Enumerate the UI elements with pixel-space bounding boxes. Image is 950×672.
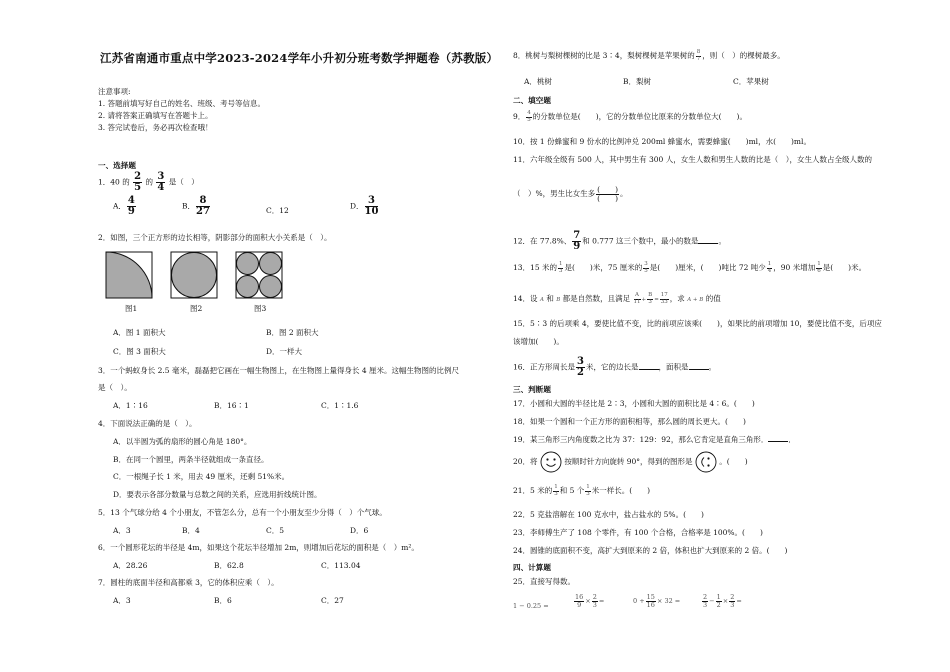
note-item: 3. 答完试卷后，务必再次检查哦！ — [98, 123, 213, 132]
expression: 0 + $\frac{15}{16}$ × 32 = — [633, 593, 681, 609]
note-item: 1. 答题前填写好自己的姓名、班级、考号等信息。 — [98, 99, 266, 108]
option-b[interactable]: B．在同一个圆里，两条半径就组成一条直径。 — [113, 455, 269, 464]
answer-blank[interactable] — [689, 369, 709, 370]
fig1-label: 图1 — [125, 304, 138, 313]
smiley-face-icon — [540, 451, 562, 473]
option-c[interactable]: C．一根绳子长 1 米，用去 49 厘米，还剩 51%米。 — [113, 472, 290, 481]
question-25: 25．直接写得数。 — [513, 577, 576, 586]
question-12: 12．在 77.8%、 $\frac{7}{9}$ 和 0.777 这三个数中，最小的数是 。 — [513, 230, 726, 252]
fig3-label: 图3 — [254, 304, 267, 313]
option-d[interactable]: D． $\frac{3}{10}$ — [350, 195, 379, 217]
section-heading: 四、计算题 — [513, 563, 551, 572]
option-c[interactable]: C．图 3 面积大 — [113, 347, 166, 356]
expression: $\frac{2}{3}$ − $\frac{1}{2}$ × $\frac{2}{3}$ = — [703, 593, 742, 609]
section-heading: 三、判断题 — [513, 385, 551, 394]
q2-figures — [105, 251, 283, 301]
question-22: 22．5 克盐溶解在 100 克水中，盐占盐水的 5%。( ) — [513, 510, 704, 519]
option-d[interactable]: D．要表示各部分数量与总数之间的关系，应选用折线统计图。 — [113, 490, 322, 499]
question-10: 10．按 1 份蜂蜜和 9 份水的比例冲兑 200ml 蜂蜜水，需要蜂蜜( )ml，水( )ml。 — [513, 137, 811, 146]
question-3: 3．一个蚂蚁身长 2.5 毫米，磊磊把它画在一幅生物图上，在生物图上量得身长 4 厘米。这幅生物图的比例尺 — [98, 366, 460, 375]
option-b[interactable]: B．16∶1 — [214, 401, 249, 410]
option-c[interactable]: C．113.04 — [321, 561, 361, 570]
question-15: 15．5∶3 的后项乘 4，要使比值不变，比的前项应该乘( )，如果比的前项增加 10，要使比值不变，后项应 — [513, 319, 882, 328]
answer-blank[interactable] — [639, 369, 659, 370]
question-6: 6．一个圆形花坛的半径是 4m，如果这个花坛半径增加 2m，则增加后花坛的面积是（ ）m²。 — [98, 543, 419, 552]
section-heading: 一、选择题 — [98, 161, 136, 170]
option-c[interactable]: C．1∶1.6 — [321, 401, 359, 410]
question-1: 1．40 的 $\frac{2}{5}$ 的 $\frac{3}{4}$ 是（ ） — [98, 171, 199, 193]
rotated-smiley-icon — [695, 451, 717, 473]
notes-heading: 注意事项: — [98, 87, 131, 96]
question-4: 4．下面说法正确的是（ ）。 — [98, 419, 197, 428]
section-heading: 二、填空题 — [513, 96, 551, 105]
option-c[interactable]: C．27 — [321, 596, 344, 605]
option-a[interactable]: A．3 — [113, 526, 131, 535]
question-13: 13．15 米的 $\frac{1}{3}$ 是( )米，75 厘米的 $\frac{3}{5}$ 是( )厘米，( )吨比 72 吨少 $\frac{1}{4}$ ，90 米增加 $\frac{1}{6}$ 是( )米。 — [513, 261, 867, 274]
question-18: 18．如果一个圆和一个正方形的面积相等，那么圆的周长更大。( ) — [513, 417, 746, 426]
question-7: 7．圆柱的底面半径和高都乘 3，它的体积应乘（ ）。 — [98, 578, 279, 587]
question-9: 9． $\frac{4}{5}$ 的分数单位是( )，它的分数单位比原来的分数单位大( )。 — [513, 110, 747, 123]
question-24: 24．圆锥的底面积不变，高扩大到原来的 2 倍，体积也扩大到原来的 2 倍。( ) — [513, 546, 788, 555]
question-14: 14．设 A 和 B 都是自然数，且满足 $\frac{A}{11}$ + $\frac{B}{3}$ = $\frac{17}{33}$ ，求 A + B 的值 — [513, 292, 721, 305]
option-a[interactable]: A．3 — [113, 596, 131, 605]
question-17: 17．小圆和大圆的半径比是 2∶3，小圆和大圆的面积比是 4∶6。( ) — [513, 399, 755, 408]
question-3-cont: 是（ ）。 — [98, 383, 132, 392]
question-21: 21．5 米的 $\frac{1}{3}$ 和 5 个 $\frac{1}{3}$ 米一样长。( ) — [513, 484, 651, 497]
page-title: 江苏省南通市重点中学2023-2024学年小升初分班考数学押题卷（苏教版） — [100, 51, 499, 65]
note-item: 2. 请将答案正确填写在答题卡上。 — [98, 111, 213, 120]
answer-blank[interactable] — [698, 243, 718, 244]
option-c[interactable]: C．苹果树 — [733, 77, 769, 86]
option-a[interactable]: A．以半圆为弧的扇形的圆心角是 180°。 — [113, 437, 252, 446]
question-8: 8．桃树与梨树棵树的比是 3∶4，梨树棵树是苹果树的 $\frac{8}{7}$ ，则（ ）的棵树最多。 — [513, 49, 785, 62]
option-a[interactable]: A．图 1 面积大 — [113, 328, 166, 337]
option-b[interactable]: B．梨树 — [623, 77, 652, 86]
option-b[interactable]: B．4 — [182, 526, 200, 535]
option-b[interactable]: B．6 — [214, 596, 232, 605]
option-a[interactable]: A． $\frac{4}{9}$ — [113, 195, 135, 217]
question-23: 23．李师傅生产了 108 个零件，有 100 个合格，合格率是 100%。( ) — [513, 528, 763, 537]
option-a[interactable]: A．28.26 — [113, 561, 148, 570]
expression: 1 − 0.25 = — [513, 602, 549, 610]
question-20: 20．将 按顺时针方向旋转 90°，得到的图形是 。( ) — [513, 451, 748, 473]
option-d[interactable]: D．一样大 — [266, 347, 303, 356]
fig2-label: 图2 — [190, 304, 203, 313]
question-19: 19．某三角形三内角度数之比为 37：129：92，那么它肯定是直角三角形． ． — [513, 435, 796, 444]
expression: $\frac{16}{9}$ × $\frac{2}{3}$ = — [575, 593, 605, 609]
fig3-circle — [260, 253, 282, 275]
question-2: 2．如图，三个正方形的边长相等，阴影部分的面积大小关系是（ ）。 — [98, 233, 332, 242]
question-16: 16．正方形周长是 $\frac{3}{2}$ 米，它的边长是 ，面积是 。 — [513, 356, 717, 378]
fig2-circle — [172, 253, 217, 298]
fig3-circle — [237, 276, 259, 298]
option-d[interactable]: D．6 — [350, 526, 369, 535]
option-c[interactable]: C．12 — [266, 206, 289, 215]
question-11: 11．六年级全级有 500 人，其中男生有 300 人，女生人数和男生人数的比是（ ），女生人数占全级人数的 — [513, 155, 872, 164]
option-b[interactable]: B．图 2 面积大 — [266, 328, 319, 337]
fig3-circle — [260, 276, 282, 298]
answer-blank[interactable] — [768, 441, 788, 442]
option-c[interactable]: C．5 — [266, 526, 285, 535]
fig3-circle — [237, 253, 259, 275]
option-b[interactable]: B． $\frac{8}{27}$ — [182, 195, 210, 217]
question-5: 5．13 个气球分给 4 个小朋友，不管怎么分，总有一个小朋友至少分得（ ）个气球。 — [98, 508, 387, 517]
option-a[interactable]: A．桃树 — [524, 77, 552, 86]
option-b[interactable]: B．62.8 — [214, 561, 244, 570]
question-11-cont: （ ）%，男生比女生多 $\frac{( )}{( )}$ 。 — [513, 185, 628, 203]
question-15-cont: 该增加( )。 — [513, 337, 564, 346]
option-a[interactable]: A．1∶16 — [113, 401, 148, 410]
